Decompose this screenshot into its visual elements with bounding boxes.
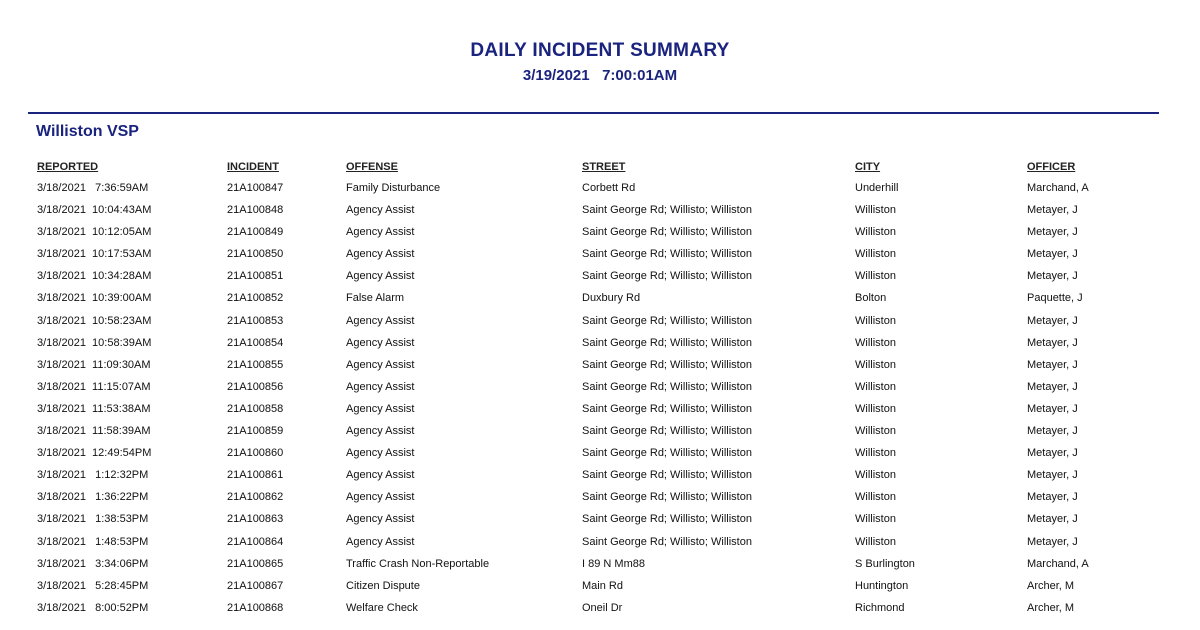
city-cell: Underhill — [855, 182, 899, 194]
table-row — [0, 245, 1200, 267]
offense-cell: Agency Assist — [346, 314, 415, 327]
incident-cell: 21A100855 — [227, 358, 284, 371]
table-row — [0, 312, 1200, 334]
street-cell: Saint George Rd; Willisto; Williston — [582, 425, 752, 438]
incident-cell: 21A100847 — [227, 182, 284, 194]
table-row — [0, 400, 1200, 422]
reported-cell: 3/18/2021 11:15:07AM — [37, 380, 151, 393]
officer-cell: Metayer, J — [1027, 248, 1078, 261]
reported-cell: 3/18/2021 10:39:00AM — [37, 292, 152, 305]
incident-cell: 21A100858 — [227, 402, 284, 415]
offense-cell: Agency Assist — [346, 513, 415, 526]
officer-cell: Metayer, J — [1027, 314, 1078, 327]
table-row — [0, 267, 1200, 289]
column-header-street: STREET — [582, 161, 626, 173]
column-header-incident: INCIDENT — [227, 161, 279, 173]
reported-cell: 3/18/2021 11:53:38AM — [37, 402, 151, 415]
offense-cell: Welfare Check — [346, 601, 418, 614]
officer-cell: Metayer, J — [1027, 270, 1078, 283]
street-cell: Saint George Rd; Willisto; Williston — [582, 358, 752, 371]
officer-cell: Archer, M — [1027, 601, 1075, 614]
incident-cell: 21A100859 — [227, 425, 284, 438]
city-cell: Williston — [855, 469, 896, 482]
officer-cell: Metayer, J — [1027, 425, 1078, 438]
officer-cell: Metayer, J — [1027, 380, 1078, 393]
officer-cell: Metayer, J — [1027, 358, 1078, 371]
street-cell: Saint George Rd; Willisto; Williston — [582, 447, 752, 460]
column-header-reported: REPORTED — [37, 161, 99, 173]
city-cell: Williston — [855, 380, 896, 393]
table-row — [0, 555, 1200, 577]
reported-cell: 3/18/2021 10:58:39AM — [37, 336, 152, 349]
table-row — [0, 599, 1200, 621]
report-datetime: 3/19/2021 7:00:01AM — [522, 67, 678, 84]
offense-cell: Agency Assist — [346, 270, 415, 283]
officer-cell: Archer, M — [1027, 579, 1075, 592]
table-row — [0, 422, 1200, 444]
table-row — [0, 201, 1200, 223]
table-row — [0, 223, 1200, 245]
street-cell: Saint George Rd; Willisto; Williston — [582, 491, 752, 504]
street-cell: Main Rd — [582, 579, 623, 592]
city-cell: Williston — [855, 513, 896, 526]
section-title: Williston VSP — [36, 123, 139, 140]
reported-cell: 3/18/2021 8:00:52PM — [37, 601, 149, 614]
officer-cell: Metayer, J — [1027, 402, 1078, 415]
table-row — [0, 378, 1200, 400]
city-cell: S Burlington — [855, 557, 915, 570]
city-cell: Williston — [855, 535, 896, 548]
street-cell: Saint George Rd; Willisto; Williston — [582, 204, 752, 217]
city-cell: Williston — [855, 270, 896, 283]
street-cell: Corbett Rd — [582, 182, 636, 194]
street-cell: Duxbury Rd — [582, 292, 641, 305]
officer-cell: Metayer, J — [1027, 204, 1078, 217]
street-cell: I 89 N Mm88 — [582, 557, 645, 570]
table-row — [0, 289, 1200, 311]
offense-cell: Agency Assist — [346, 358, 415, 371]
street-cell: Saint George Rd; Willisto; Williston — [582, 380, 752, 393]
city-cell: Bolton — [855, 292, 887, 305]
offense-cell: Agency Assist — [346, 226, 415, 239]
table-row — [0, 356, 1200, 378]
report-title: DAILY INCIDENT SUMMARY — [470, 40, 730, 61]
incident-cell: 21A100850 — [227, 248, 284, 261]
incident-cell: 21A100860 — [227, 447, 284, 460]
officer-cell: Metayer, J — [1027, 491, 1078, 504]
incident-cell: 21A100868 — [227, 601, 284, 614]
reported-cell: 3/18/2021 10:12:05AM — [37, 226, 152, 239]
incident-cell: 21A100848 — [227, 204, 284, 217]
offense-cell: Traffic Crash Non-Reportable — [346, 557, 490, 570]
header-rule — [28, 112, 1159, 114]
column-header-city: CITY — [855, 161, 881, 173]
city-cell: Williston — [855, 491, 896, 504]
reported-cell: 3/18/2021 3:34:06PM — [37, 557, 149, 570]
offense-cell: Agency Assist — [346, 535, 415, 548]
street-cell: Oneil Dr — [582, 601, 623, 614]
city-cell: Williston — [855, 204, 896, 217]
table-row — [0, 444, 1200, 466]
officer-cell: Marchand, A — [1027, 557, 1089, 570]
offense-cell: Agency Assist — [346, 469, 415, 482]
street-cell: Saint George Rd; Willisto; Williston — [582, 226, 752, 239]
officer-cell: Metayer, J — [1027, 469, 1078, 482]
column-header-officer: OFFICER — [1027, 161, 1076, 173]
city-cell: Huntington — [855, 579, 909, 592]
reported-cell: 3/18/2021 1:38:53PM — [37, 513, 149, 526]
incident-cell: 21A100862 — [227, 491, 284, 504]
reported-cell: 3/18/2021 7:36:59AM — [37, 182, 149, 194]
incident-cell: 21A100861 — [227, 469, 284, 482]
street-cell: Saint George Rd; Willisto; Williston — [582, 402, 752, 415]
table-row — [0, 510, 1200, 532]
incident-cell: 21A100864 — [227, 535, 284, 548]
reported-cell: 3/18/2021 1:36:22PM — [37, 491, 149, 504]
reported-cell: 3/18/2021 10:34:28AM — [37, 270, 152, 283]
offense-cell: False Alarm — [346, 292, 405, 305]
table-row — [0, 488, 1200, 510]
officer-cell: Metayer, J — [1027, 447, 1078, 460]
reported-cell: 3/18/2021 11:09:30AM — [37, 358, 151, 371]
officer-cell: Metayer, J — [1027, 336, 1078, 349]
incident-cell: 21A100865 — [227, 557, 284, 570]
incident-cell: 21A100851 — [227, 270, 284, 283]
offense-cell: Agency Assist — [346, 380, 415, 393]
offense-cell: Agency Assist — [346, 447, 415, 460]
offense-cell: Agency Assist — [346, 425, 415, 438]
offense-cell: Family Disturbance — [346, 182, 441, 194]
table-row — [0, 466, 1200, 488]
offense-cell: Agency Assist — [346, 402, 415, 415]
table-row — [0, 334, 1200, 356]
reported-cell: 3/18/2021 1:48:53PM — [37, 535, 149, 548]
reported-cell: 3/18/2021 1:12:32PM — [37, 469, 149, 482]
street-cell: Saint George Rd; Willisto; Williston — [582, 513, 752, 526]
table-header-row — [0, 158, 1200, 178]
offense-cell: Citizen Dispute — [346, 579, 420, 592]
offense-cell: Agency Assist — [346, 491, 415, 504]
officer-cell: Metayer, J — [1027, 535, 1078, 548]
city-cell: Williston — [855, 226, 896, 239]
incident-cell: 21A100863 — [227, 513, 284, 526]
reported-cell: 3/18/2021 5:28:45PM — [37, 579, 149, 592]
reported-cell: 3/18/2021 10:17:53AM — [37, 248, 152, 261]
city-cell: Williston — [855, 314, 896, 327]
officer-cell: Metayer, J — [1027, 226, 1078, 239]
offense-cell: Agency Assist — [346, 204, 415, 217]
officer-cell: Marchand, A — [1027, 182, 1089, 194]
street-cell: Saint George Rd; Willisto; Williston — [582, 270, 752, 283]
street-cell: Saint George Rd; Willisto; Williston — [582, 535, 752, 548]
incident-table — [0, 158, 1200, 621]
officer-cell: Metayer, J — [1027, 513, 1078, 526]
city-cell: Richmond — [855, 601, 905, 614]
city-cell: Williston — [855, 358, 896, 371]
incident-cell: 21A100849 — [227, 226, 284, 239]
table-row — [0, 577, 1200, 599]
street-cell: Saint George Rd; Willisto; Williston — [582, 314, 752, 327]
offense-cell: Agency Assist — [346, 248, 415, 261]
incident-cell: 21A100854 — [227, 336, 284, 349]
table-body — [0, 179, 1200, 621]
offense-cell: Agency Assist — [346, 336, 415, 349]
incident-cell: 21A100853 — [227, 314, 284, 327]
street-cell: Saint George Rd; Willisto; Williston — [582, 248, 752, 261]
street-cell: Saint George Rd; Willisto; Williston — [582, 469, 752, 482]
city-cell: Williston — [855, 402, 896, 415]
reported-cell: 3/18/2021 10:04:43AM — [37, 204, 152, 217]
table-row — [0, 533, 1200, 555]
city-cell: Williston — [855, 447, 896, 460]
city-cell: Williston — [855, 336, 896, 349]
incident-cell: 21A100856 — [227, 380, 284, 393]
officer-cell: Paquette, J — [1027, 292, 1083, 305]
street-cell: Saint George Rd; Willisto; Williston — [582, 336, 752, 349]
city-cell: Williston — [855, 425, 896, 438]
reported-cell: 3/18/2021 10:58:23AM — [37, 314, 152, 327]
table-row — [0, 179, 1200, 201]
incident-cell: 21A100852 — [227, 292, 284, 305]
column-header-offense: OFFENSE — [346, 161, 398, 173]
reported-cell: 3/18/2021 11:58:39AM — [37, 425, 151, 438]
reported-cell: 3/18/2021 12:49:54PM — [37, 447, 152, 460]
incident-cell: 21A100867 — [227, 579, 284, 592]
city-cell: Williston — [855, 248, 896, 261]
